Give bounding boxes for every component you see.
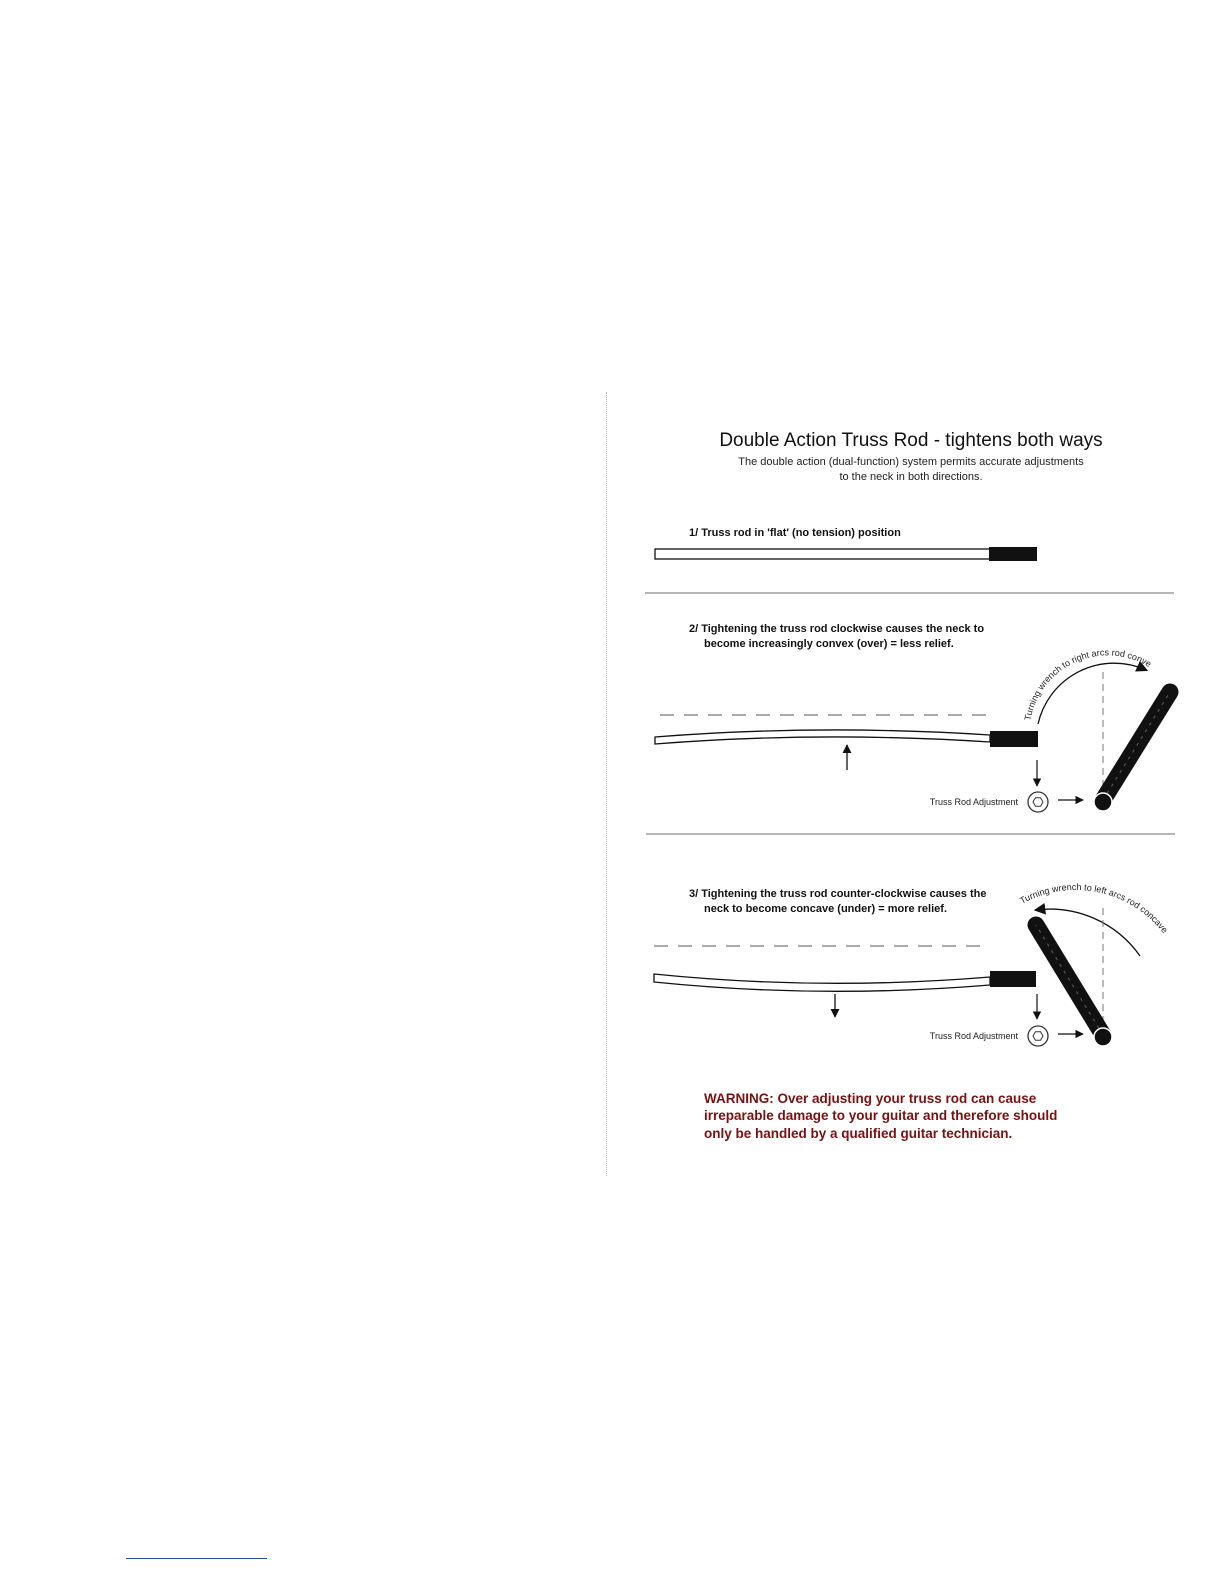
concave-truss-rod xyxy=(654,971,1036,991)
diagram-subtitle-line-2: to the neck in both directions. xyxy=(839,471,983,483)
step-2-arc-label: Turning wrench to right arcs rod conve xyxy=(1022,647,1154,722)
step-2-adjustment-label: Truss Rod Adjustment xyxy=(929,797,1018,807)
step-3-adjustment-label: Truss Rod Adjustment xyxy=(929,1031,1018,1041)
footnote-rule xyxy=(126,1558,267,1559)
diagram-subtitle-line-1: The double action (dual-function) system permits accurate adjustments xyxy=(738,456,1084,468)
step-1-caption: 1/ Truss rod in 'flat' (no tension) position xyxy=(689,527,901,539)
hex-nut-icon xyxy=(1028,792,1048,812)
step-2-caption-line-2: become increasingly convex (over) = less relief. xyxy=(704,638,954,650)
step-2-caption-line-1: 2/ Tightening the truss rod clockwise causes the neck to xyxy=(689,623,985,635)
column-divider xyxy=(606,392,607,1176)
allen-wrench-icon xyxy=(1094,692,1170,811)
flat-truss-rod xyxy=(655,547,1037,561)
truss-rod-diagram xyxy=(620,420,1180,1160)
allen-wrench-icon xyxy=(1036,925,1112,1046)
warning-line-2: irreparable damage to your guitar and therefore should xyxy=(704,1108,1058,1123)
warning-line-1: WARNING: Over adjusting your truss rod can cause xyxy=(704,1091,1037,1106)
diagram-title: Double Action Truss Rod - tightens both ways xyxy=(719,430,1103,451)
hex-nut-icon xyxy=(1028,1026,1048,1046)
step-3-arc-label: Turning wrench to left arcs rod concave xyxy=(1018,881,1170,935)
step-3-caption-line-2: neck to become concave (under) = more relief. xyxy=(704,903,947,915)
step-3-caption-line-1: 3/ Tightening the truss rod counter-clockwise causes the xyxy=(689,888,987,900)
convex-truss-rod xyxy=(655,730,1038,747)
warning-line-3: only be handled by a qualified guitar technician. xyxy=(704,1126,1013,1141)
